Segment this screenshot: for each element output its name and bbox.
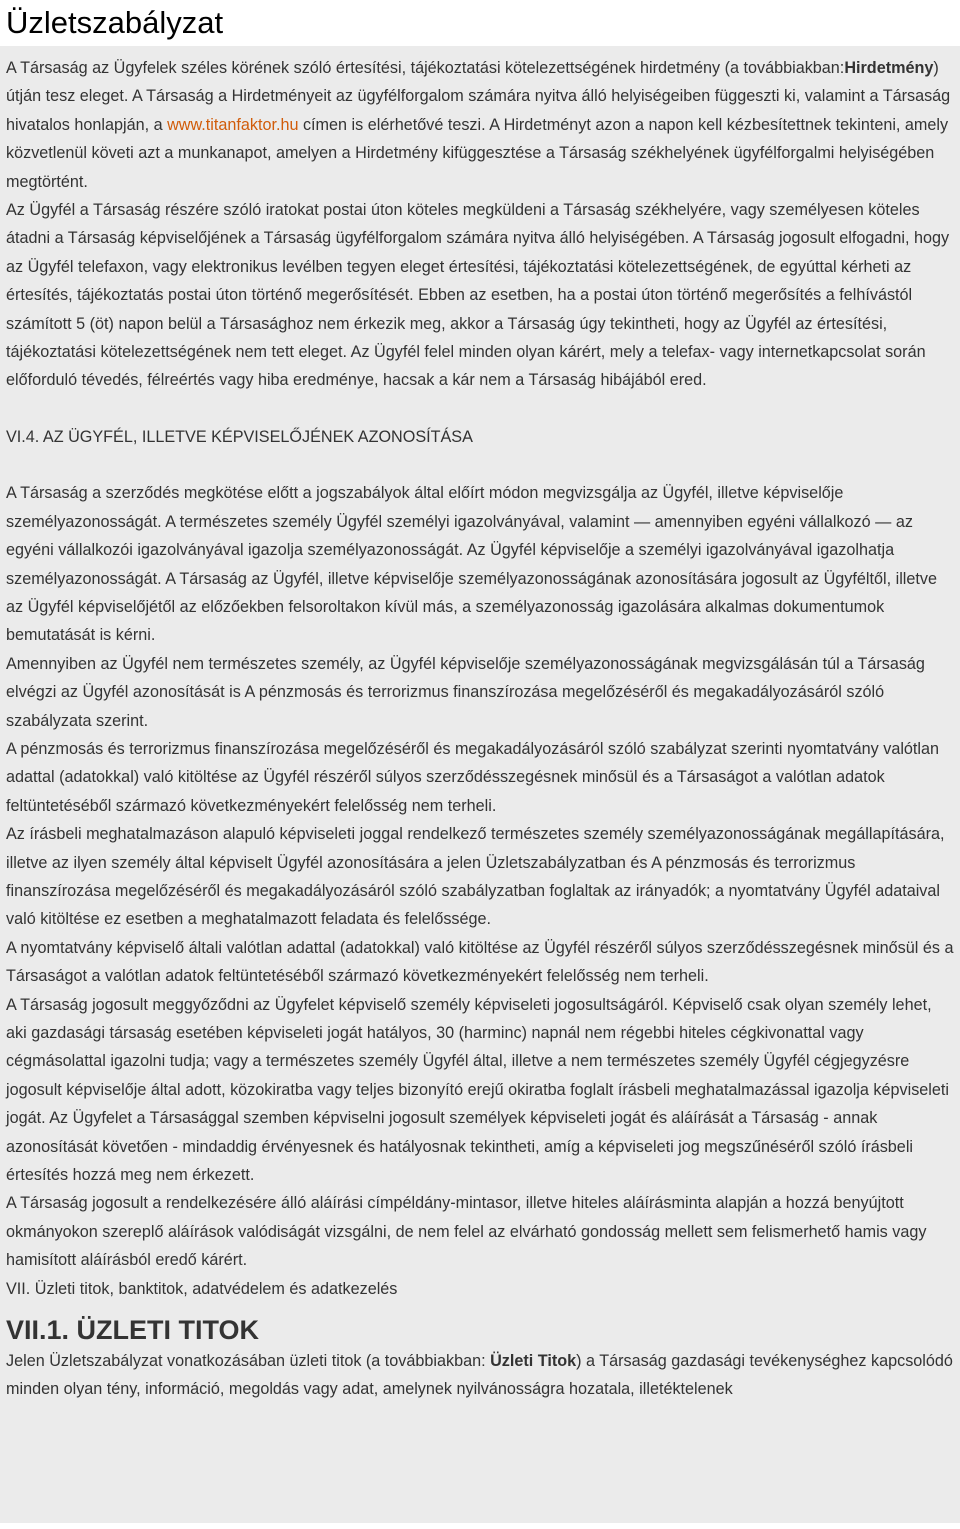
paragraph-iratok: Az Ügyfél a Társaság részére szóló iratokat postai úton köteles megküldeni a Társaság székhelyére, vagy személyesen köteles átadni a Társaság képviselőjének a Társaság ügyfélforgalom számára nyitva álló helyiségében. A Társaság jogosult elfogadni, hogy az Ügyfél telefaxon, vagy elektronikus levélben tegyen eleget értesítési, tájékoztatási kötelezettségének, de egyúttal kérheti az értesítés, tájékoztatás postai úton történő megerősítését. Ebben az esetben, ha a postai úton történő megerősítés a felhívástól számított 5 (öt) napon belül a Társasághoz nem érkezik meg, akkor a Társaság úgy tekintheti, hogy az Ügyfél az értesítési, tájékoztatási kötelezettségének nem tett eleget. Az Ügyfél felel minden olyan kárért, mely a telefax- vagy internetkapcsolat során előforduló tévedés, félreértés vagy hiba eredménye, hacsak a kár nem a Társaság hibájából ered. xyxy=(6,201,950,390)
section-heading-vii1: VII.1. ÜZLETI TITOK xyxy=(6,1315,260,1346)
document-body xyxy=(0,46,960,1523)
text-run: ) a Társaság gazdasági tevékenységhez kapcsolódó minden olyan tény, információ, megoldás vagy adat, amelynek nyilvánosságra hozatala, illetéktelenek xyxy=(6,1352,953,1399)
section-heading-vii: VII. Üzleti titok, banktitok, adatvédelem és adatkezelés xyxy=(6,1279,398,1298)
text-run: A Társaság az Ügyfelek széles körének szóló értesítési, tájékoztatási kötelezettségének hirdetmény (a továbbiakban: xyxy=(6,59,845,77)
spacer xyxy=(6,395,954,423)
paragraph-kepviseleti-jog: A Társaság jogosult meggyőződni az Ügyfelet képviselő személy képviseleti jogosultságáról. Képviselő csak olyan személy lehet, aki gazdasági társaság esetében képviseleti jogát hatályos, 30 (harminc) napnál nem régebbi hiteles cégkivonattal vagy cégmásolattal igazolni tudja; vagy a természetes személy Ügyfél által, illetve a nem természetes személy Ügyfél cégjegyzésre jogosult képviselője által adott, közokiratba vagy teljes bizonyító erejű okiratba foglalt írásbeli meghatalmazással igazolja képviseleti jogát. Az Ügyfelet a Társasággal szemben képviselni jogosult személyek képviseleti jogát és aláírását a Társaság - annak azonosítását követően - mindaddig érvényesnek és hatályosnak tekintheti, amíg a képviseleti jog megszűnéséről szóló írásbeli értesítés hozzá meg nem érkezett. xyxy=(6,995,949,1185)
paragraph-kepviselo-nyomtatvany: A nyomtatvány képviselő általi valótlan adattal (adatokkal) való kitöltése az Ügyfél részéről súlyos szerződésszegésnek minősül és a Társaságot a valótlan adatok feltüntetéséből származó következményekért felelősség nem terheli. xyxy=(6,938,954,986)
spacer xyxy=(6,451,954,479)
text-run: címen is elérhetővé teszi. A Hirdetményt azon a napon kell kézbesítettnek tekinteni, amely közvetlenül követi azt a munkanapot, amelyen a Hirdetmény kifüggesztése a Társaság székhelyének ügyfélforgalmi helyiségében megtörtént. xyxy=(6,115,949,191)
section-heading-vi4: VI.4. AZ ÜGYFÉL, ILLETVE KÉPVISELŐJÉNEK AZONOSÍTÁSA xyxy=(6,427,473,446)
paragraph-hirdetmeny xyxy=(6,54,954,196)
text-run: Jelen Üzletszabályzat vonatkozásában üzleti titok (a továbbiakban: xyxy=(6,1352,491,1371)
paragraph-meghatalmazas: Az írásbeli meghatalmazáson alapuló képviseleti joggal rendelkező természetes személy személyazonosságának megállapítására, illetve az ilyen személy által képviselt Ügyfél azonosítására a jelen Üzletszabályzatban és A pénzmosás és terrorizmus finanszírozása megelőzéséről és megakadályozásáról szóló szabályzatban foglaltak az irányadók; a nyomtatvány Ügyfél adataival való kitöltése ez esetben a meghatalmazott feladata és felelőssége. xyxy=(6,825,945,929)
bold-term: Üzleti Titok xyxy=(490,1352,577,1371)
paragraph-nem-termeszetes: Amennyiben az Ügyfél nem természetes személy, az Ügyfél képviselője személyazonosságának megvizsgálásán túl a Társaság elvégzi az Ügyfél azonosítását is A pénzmosás és terrorizmus finanszírozása megelőzéséről és megakadályozásáról szóló szabályzata szerint. xyxy=(6,654,925,730)
paragraph-alairas: A Társaság jogosult a rendelkezésére álló aláírási címpéldány-mintasor, illetve hiteles aláírásminta alapján a hozzá benyújtott okmányokon szereplő aláírások valódiságát vizsgálni, de nem felel az elvárható gondosság mellett sem felismerhető hamis vagy hamisított aláírásból eredő kárért. xyxy=(6,1194,927,1270)
paragraph-uzleti-titok xyxy=(6,1347,954,1404)
bold-term: Hirdetmény xyxy=(844,59,934,77)
paragraph-nyomtatvany: A pénzmosás és terrorizmus finanszírozása megelőzéséről és megakadályozásáról szóló szabályzat szerinti nyomtatvány valótlan adattal (adatokkal) való kitöltése az Ügyfél részéről súlyos szerződésszegésnek minősül és a Társaságot a valótlan adatok feltüntetéséből származó következményekért felelősség nem terheli. xyxy=(6,739,940,815)
page-title: Üzletszabályzat xyxy=(6,5,224,40)
website-link[interactable]: www.titanfaktor.hu xyxy=(167,115,299,134)
paragraph-azonositas: A Társaság a szerződés megkötése előtt a jogszabályok által előírt módon megvizsgálja az Ügyfél, illetve képviselője személyazonosságát. A természetes személy Ügyfél személyi igazolványával, valamint — amennyiben egyéni vállalkozó — az egyéni vállalkozói igazolványával igazolja személyazonosságát. Az Ügyfél képviselője a személyi igazolványával igazolhatja személyazonosságát. A Társaság az Ügyfél, illetve képviselője személyazonosságának azonosítására jogosult az Ügyféltől, illetve az Ügyfél képviselőjétől az előzőekben felsoroltakon kívül más, a személyazonosság igazolására alkalmas dokumentumok bemutatását is kérni. xyxy=(6,484,937,645)
text-run: ) útján tesz eleget. A Társaság a Hirdetményeit az ügyfélforgalom számára nyitva álló helyiségeiben függeszti ki, valamint a Társaság hivatalos honlapján, a xyxy=(6,59,951,134)
